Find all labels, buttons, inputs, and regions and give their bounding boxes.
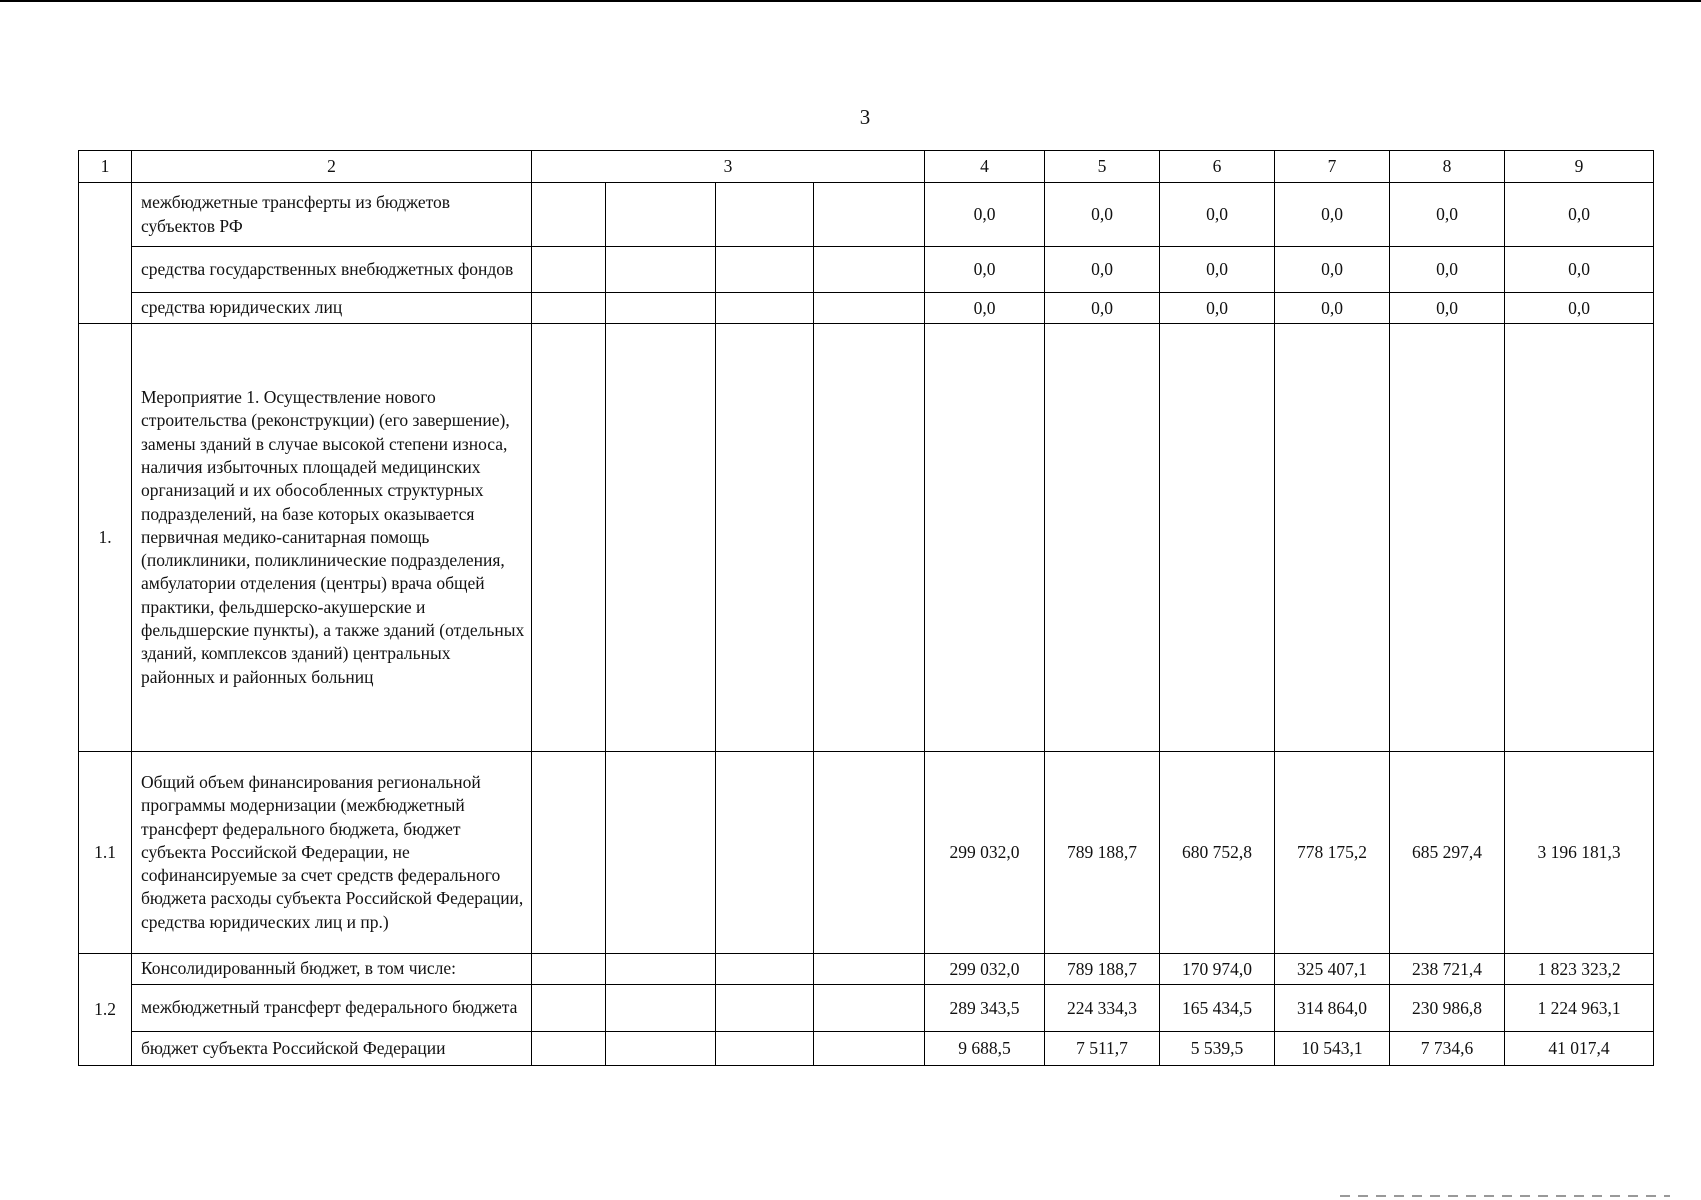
empty-cell xyxy=(716,293,814,324)
value-cell-7: 325 407,1 xyxy=(1275,954,1390,985)
value-cell-6: 0,0 xyxy=(1160,247,1275,293)
empty-cell xyxy=(1505,324,1654,752)
header-col-5: 5 xyxy=(1045,151,1160,183)
value-cell-7: 0,0 xyxy=(1275,183,1390,247)
empty-cell xyxy=(814,183,925,247)
empty-cell xyxy=(532,985,606,1032)
empty-cell xyxy=(606,293,716,324)
value-cell-4: 9 688,5 xyxy=(925,1032,1045,1066)
top-border-rule xyxy=(0,0,1701,2)
empty-cell xyxy=(814,1032,925,1066)
value-cell-7: 778 175,2 xyxy=(1275,752,1390,954)
value-cell-7: 10 543,1 xyxy=(1275,1032,1390,1066)
value-cell-4: 0,0 xyxy=(925,293,1045,324)
empty-cell xyxy=(606,985,716,1032)
value-cell-9: 0,0 xyxy=(1505,247,1654,293)
value-cell-8: 230 986,8 xyxy=(1390,985,1505,1032)
empty-cell xyxy=(532,247,606,293)
value-cell-5: 7 511,7 xyxy=(1045,1032,1160,1066)
empty-cell xyxy=(716,752,814,954)
empty-cell xyxy=(1275,324,1390,752)
value-cell-8: 0,0 xyxy=(1390,293,1505,324)
header-col-8: 8 xyxy=(1390,151,1505,183)
table-row xyxy=(79,1032,1654,1066)
header-col-3: 3 xyxy=(532,151,925,183)
value-cell-9: 3 196 181,3 xyxy=(1505,752,1654,954)
empty-cell xyxy=(814,752,925,954)
header-col-2: 2 xyxy=(132,151,532,183)
value-cell-5: 224 334,3 xyxy=(1045,985,1160,1032)
empty-cell xyxy=(532,324,606,752)
value-cell-8: 7 734,6 xyxy=(1390,1032,1505,1066)
value-cell-5: 0,0 xyxy=(1045,293,1160,324)
value-cell-6: 680 752,8 xyxy=(1160,752,1275,954)
empty-cell xyxy=(814,324,925,752)
header-col-7: 7 xyxy=(1275,151,1390,183)
table-row xyxy=(79,985,1654,1032)
empty-cell xyxy=(716,324,814,752)
header-col-6: 6 xyxy=(1160,151,1275,183)
table-row xyxy=(79,247,1654,293)
value-cell-5: 789 188,7 xyxy=(1045,752,1160,954)
row-label: средства юридических лиц xyxy=(132,293,532,324)
value-cell-5: 0,0 xyxy=(1045,183,1160,247)
value-cell-7: 0,0 xyxy=(1275,293,1390,324)
empty-cell xyxy=(716,954,814,985)
empty-cell xyxy=(606,752,716,954)
value-cell-9: 1 823 323,2 xyxy=(1505,954,1654,985)
header-col-4: 4 xyxy=(925,151,1045,183)
empty-cell xyxy=(606,247,716,293)
empty-cell xyxy=(532,954,606,985)
row-number: 1.1 xyxy=(79,752,132,954)
scan-edge-mark xyxy=(1340,1195,1670,1197)
value-cell-4: 299 032,0 xyxy=(925,752,1045,954)
value-cell-4: 289 343,5 xyxy=(925,985,1045,1032)
table-row xyxy=(79,752,1654,954)
value-cell-6: 0,0 xyxy=(1160,293,1275,324)
value-cell-4: 0,0 xyxy=(925,183,1045,247)
row-label: Консолидированный бюджет, в том числе: xyxy=(132,954,532,985)
value-cell-8: 0,0 xyxy=(1390,247,1505,293)
table-row xyxy=(79,324,1654,752)
value-cell-6: 170 974,0 xyxy=(1160,954,1275,985)
empty-cell xyxy=(925,324,1045,752)
value-cell-4: 299 032,0 xyxy=(925,954,1045,985)
row-number: 1. xyxy=(79,324,132,752)
page-number: 3 xyxy=(859,105,871,129)
empty-cell xyxy=(606,954,716,985)
row-label: бюджет субъекта Российской Федерации xyxy=(132,1032,532,1066)
empty-cell xyxy=(814,954,925,985)
row-label: средства государственных внебюджетных фондов xyxy=(132,247,532,293)
empty-cell xyxy=(1390,324,1505,752)
value-cell-8: 238 721,4 xyxy=(1390,954,1505,985)
value-cell-9: 0,0 xyxy=(1505,183,1654,247)
table-row xyxy=(79,183,1654,247)
empty-cell xyxy=(532,183,606,247)
value-cell-5: 0,0 xyxy=(1045,247,1160,293)
value-cell-6: 5 539,5 xyxy=(1160,1032,1275,1066)
empty-cell xyxy=(716,183,814,247)
empty-cell xyxy=(814,293,925,324)
empty-cell xyxy=(606,183,716,247)
empty-cell xyxy=(532,752,606,954)
row-number: 1.2 xyxy=(79,954,132,1066)
row-label: межбюджетный трансферт федерального бюджета xyxy=(132,985,532,1032)
row-label: межбюджетные трансферты из бюджетов субъектов РФ xyxy=(132,183,532,247)
empty-cell xyxy=(814,247,925,293)
value-cell-5: 789 188,7 xyxy=(1045,954,1160,985)
row-label: Мероприятие 1. Осуществление нового строительства (реконструкции) (его завершение), замены зданий в случае высокой степени износа, наличия избыточных площадей медицинских организаций и их обособленных структурных подразделений, на базе которых оказывается первичная медико-санитарная помощь (поликлиники, поликлинические подразделения, амбулатории отделения (центры) врача общей практики, фельдшерско-акушерские и фельдшерские пункты), а также зданий (отдельных зданий, комплексов зданий) центральных районных и районных больниц xyxy=(132,324,532,752)
empty-cell xyxy=(1045,324,1160,752)
empty-cell xyxy=(716,1032,814,1066)
value-cell-6: 165 434,5 xyxy=(1160,985,1275,1032)
table-row xyxy=(79,954,1654,985)
row-label: Общий объем финансирования региональной программы модернизации (межбюджетный трансферт федерального бюджета, бюджет субъекта Российской Федерации, не софинансируемые за счет средств федерального бюджета расходы субъекта Российской Федерации, средства юридических лиц и пр.) xyxy=(132,752,532,954)
empty-cell xyxy=(814,985,925,1032)
empty-cell xyxy=(716,985,814,1032)
empty-cell xyxy=(1160,324,1275,752)
value-cell-9: 0,0 xyxy=(1505,293,1654,324)
table-row xyxy=(79,293,1654,324)
empty-cell xyxy=(532,1032,606,1066)
value-cell-7: 314 864,0 xyxy=(1275,985,1390,1032)
header-col-9: 9 xyxy=(1505,151,1654,183)
header-row xyxy=(79,151,1654,183)
row-number-cell xyxy=(79,183,132,324)
empty-cell xyxy=(606,1032,716,1066)
empty-cell xyxy=(532,293,606,324)
value-cell-8: 685 297,4 xyxy=(1390,752,1505,954)
empty-cell xyxy=(716,247,814,293)
value-cell-9: 1 224 963,1 xyxy=(1505,985,1654,1032)
header-col-1: 1 xyxy=(79,151,132,183)
value-cell-9: 41 017,4 xyxy=(1505,1032,1654,1066)
empty-cell xyxy=(606,324,716,752)
value-cell-7: 0,0 xyxy=(1275,247,1390,293)
value-cell-8: 0,0 xyxy=(1390,183,1505,247)
value-cell-4: 0,0 xyxy=(925,247,1045,293)
financing-table xyxy=(78,150,1654,1066)
value-cell-6: 0,0 xyxy=(1160,183,1275,247)
